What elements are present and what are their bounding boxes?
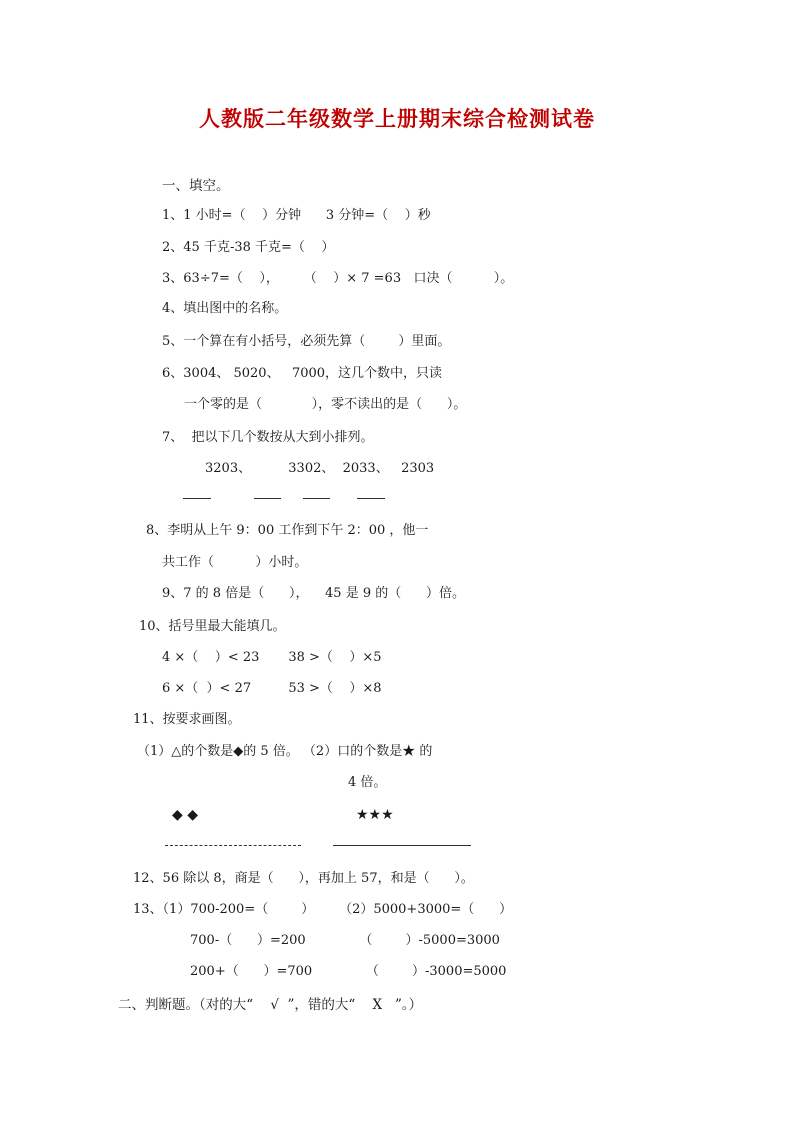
question-10: 10、括号里最大能填几。 xyxy=(139,619,286,634)
question-7-numbers: 3203、 3302、 2033、 2303 xyxy=(205,461,435,476)
answer-blank xyxy=(303,498,330,499)
question-6-line2: 一个零的是（ ），零不读出的是（ ）。 xyxy=(184,397,467,412)
section2-heading: 二、判断题。（对的大“ √ ”，错的大“ X ”。） xyxy=(118,997,423,1013)
question-10-b: 6 ×（ ）< 27 53 >（ ）×8 xyxy=(162,681,382,696)
question-4: 4、填出图中的名称。 xyxy=(162,301,288,316)
question-11-b: 4 倍。 xyxy=(348,775,387,790)
question-8-line2: 共工作（ ）小时。 xyxy=(162,555,308,570)
answer-blank xyxy=(357,498,385,499)
question-13-b: 700-（ ）=200 （ ）-5000=3000 xyxy=(190,933,500,948)
question-13-c: 200+（ ）=700 （ ）-3000=5000 xyxy=(190,964,507,979)
question-6-line1: 6、3004、 5020、 7000，这几个数中，只读 xyxy=(162,366,443,381)
question-7: 7、 把以下几个数按从大到小排列。 xyxy=(162,430,374,445)
question-11: 11、按要求画图。 xyxy=(133,712,241,727)
drawing-line xyxy=(333,845,471,846)
question-3: 3、63÷7=（ ）， （ ）× 7 =63 口决（ ）。 xyxy=(162,271,514,286)
answer-blank xyxy=(183,498,211,499)
question-11-a: （1）△的个数是◆的 5 倍。 （2）口的个数是★ 的 xyxy=(137,744,433,759)
question-13-a: 13、（1）700-200=（ ） （2）5000+3000=（ ） xyxy=(133,902,513,917)
question-2: 2、45 千克-38 千克=（ ） xyxy=(162,240,335,255)
question-5: 5、一个算在有小括号，必须先算（ ）里面。 xyxy=(162,334,451,349)
diamond-shapes: ◆ ◆ xyxy=(172,807,198,823)
question-10-a: 4 ×（ ）< 23 38 >（ ）×5 xyxy=(162,650,382,665)
question-12: 12、56 除以 8，商是（ ），再加上 57，和是（ ）。 xyxy=(133,871,474,886)
question-1: 1、1 小时=（ ）分钟 3 分钟=（ ）秒 xyxy=(162,208,431,223)
answer-blank xyxy=(254,498,281,499)
question-9: 9、7 的 8 倍是（ ）， 45 是 9 的（ ）倍。 xyxy=(162,586,466,601)
page-title: 人教版二年级数学上册期末综合检测试卷 xyxy=(199,106,595,131)
drawing-line xyxy=(165,845,301,846)
section1-heading: 一、填空。 xyxy=(162,178,230,194)
star-shapes: ★★★ xyxy=(356,807,394,823)
question-8-line1: 8、李明从上午 9：00 工作到下午 2：00 ，他一 xyxy=(146,523,429,538)
